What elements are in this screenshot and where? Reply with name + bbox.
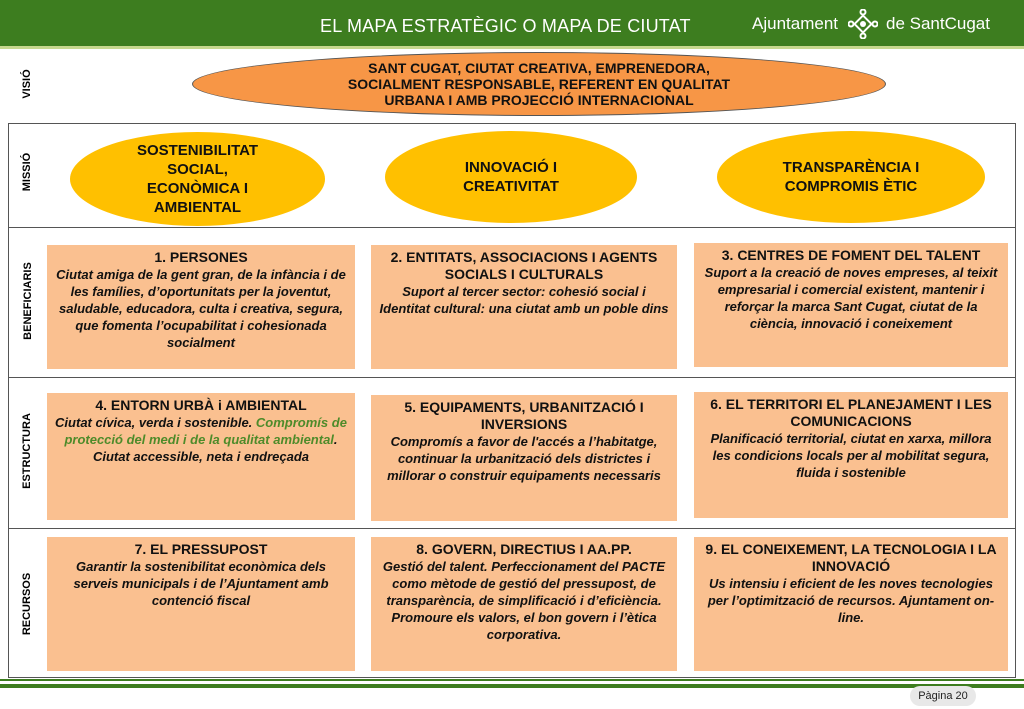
logo-text-right: de SantCugat [886, 14, 990, 33]
desc-text: Ciutat cívica, verda i sostenible. [55, 415, 253, 430]
row-label-recursos: RECURSOS [21, 572, 33, 636]
mission-line: COMPROMIS ÈTIC [784, 178, 918, 195]
mission-sostenibilitat [70, 132, 325, 226]
header-bar [0, 0, 1024, 46]
footer-line [0, 679, 1024, 681]
row-label-estructura: ESTRUCTURA [21, 413, 33, 489]
row-label-beneficiaris: BENEFICIARIS [22, 262, 34, 340]
logo [752, 8, 990, 40]
row-label-missio: MISSIÓ [21, 152, 33, 192]
box-description: Us intensiu i eficient de les noves tecnologies per l’optimització de recursos. Ajuntament on-line. [707, 576, 995, 625]
logo-text-left: Ajuntament [752, 14, 838, 33]
box-title: 6. EL TERRITORI EL PLANEJAMENT I LES COMUNICACIONS [710, 396, 992, 429]
box-title: 7. EL PRESSUPOST [134, 541, 268, 557]
box-description: Planificació territorial, ciutat en xarxa, millora les condicions locals per al mobilitat segura, fluida i sostenible [710, 431, 992, 480]
mission-line: ECONÒMICA I [146, 180, 249, 197]
footer-line [0, 684, 1024, 688]
vision-line: SOCIALMENT RESPONSABLE, REFERENT EN QUALITAT [347, 76, 731, 92]
box-entitats [371, 245, 677, 369]
box-title: 1. PERSONES [154, 249, 248, 265]
box-description: Suport al tercer sector: cohesió social i Identitat cultural: una ciutat amb un poble dins [379, 284, 669, 316]
box-entorn-urba [47, 393, 355, 520]
row-divider [8, 227, 1016, 228]
mission-line: SOCIAL, [167, 161, 228, 178]
mission-line: TRANSPARÈNCIA I [782, 159, 920, 176]
vision-ellipse [192, 52, 886, 116]
mission-line: CREATIVITAT [463, 178, 559, 195]
box-description: Suport a la creació de noves empreses, al teixit empresarial i comercial existent, mantenir i reforçar la marca Sant Cugat, ciutat de la ciència, innovació i coneixement [704, 265, 998, 331]
page-number: Pàgina 20 [910, 686, 976, 706]
mission-line: SOSTENIBILITAT [136, 142, 259, 159]
mission-line: INNOVACIÓ I [464, 159, 558, 176]
box-title: 3. CENTRES DE FOMENT DEL TALENT [721, 247, 981, 263]
row-divider [8, 377, 1016, 378]
box-description: Garantir la sostenibilitat econòmica dels serveis municipals i de l’Ajuntament amb contenció fiscal [73, 559, 329, 608]
desc-green-text: Compromís de protecció del medi i de la qualitat ambiental [64, 415, 347, 447]
mission-line: AMBIENTAL [153, 199, 242, 216]
box-title: 5. EQUIPAMENTS, URBANITZACIÓ I INVERSIONS [404, 399, 644, 432]
box-centres-talent [694, 243, 1008, 367]
box-description [55, 414, 347, 465]
box-description: Compromís a favor de l'accés a l’habitatge, continuar la urbanització dels districtes i millorar o construir equipaments necessaris [387, 434, 661, 483]
box-coneixement [694, 537, 1008, 671]
box-title: 9. EL CONEIXEMENT, LA TECNOLOGIA I LA INNOVACIÓ [705, 541, 997, 574]
row-label-visio: VISIÓ [21, 69, 33, 99]
page-title: EL MAPA ESTRATÈGIC O MAPA DE CIUTAT [320, 16, 691, 36]
box-govern [371, 537, 677, 671]
vision-line: SANT CUGAT, CIUTAT CREATIVA, EMPRENEDORA, [368, 60, 710, 76]
header-underline [0, 46, 1024, 49]
box-pressupost [47, 537, 355, 671]
desc-text: . Ciutat accessible, neta i endreçada [92, 432, 338, 464]
box-equipaments [371, 395, 677, 521]
box-title: 8. GOVERN, DIRECTIUS I AA.PP. [416, 541, 632, 557]
box-title: 2. ENTITATS, ASSOCIACIONS I AGENTS SOCIALS I CULTURALS [390, 249, 658, 282]
box-description: Gestió del talent. Perfeccionament del PACTE como mètode de gestió del pressupost, de transparència, de simplificació i d’eficiència. Promoure els valors, el bon govern i l’ètica corporativa. [382, 559, 666, 642]
box-title: 4. ENTORN URBÀ i AMBIENTAL [95, 397, 307, 413]
box-description: Ciutat amiga de la gent gran, de la infància i de les famílies, d’oportunitats per la joventut, saludable, educadora, culta i creativa, segura, que fomenta l’ocupabilitat i cohesionada socialment [56, 267, 346, 350]
row-divider [8, 528, 1016, 529]
mission-transparencia [717, 131, 985, 223]
logo-emblem-icon [848, 9, 878, 39]
mission-innovacio [385, 131, 637, 223]
vision-line: URBANA I AMB PROJECCIÓ INTERNACIONAL [384, 92, 694, 108]
box-territori [694, 392, 1008, 518]
box-persones [47, 245, 355, 369]
